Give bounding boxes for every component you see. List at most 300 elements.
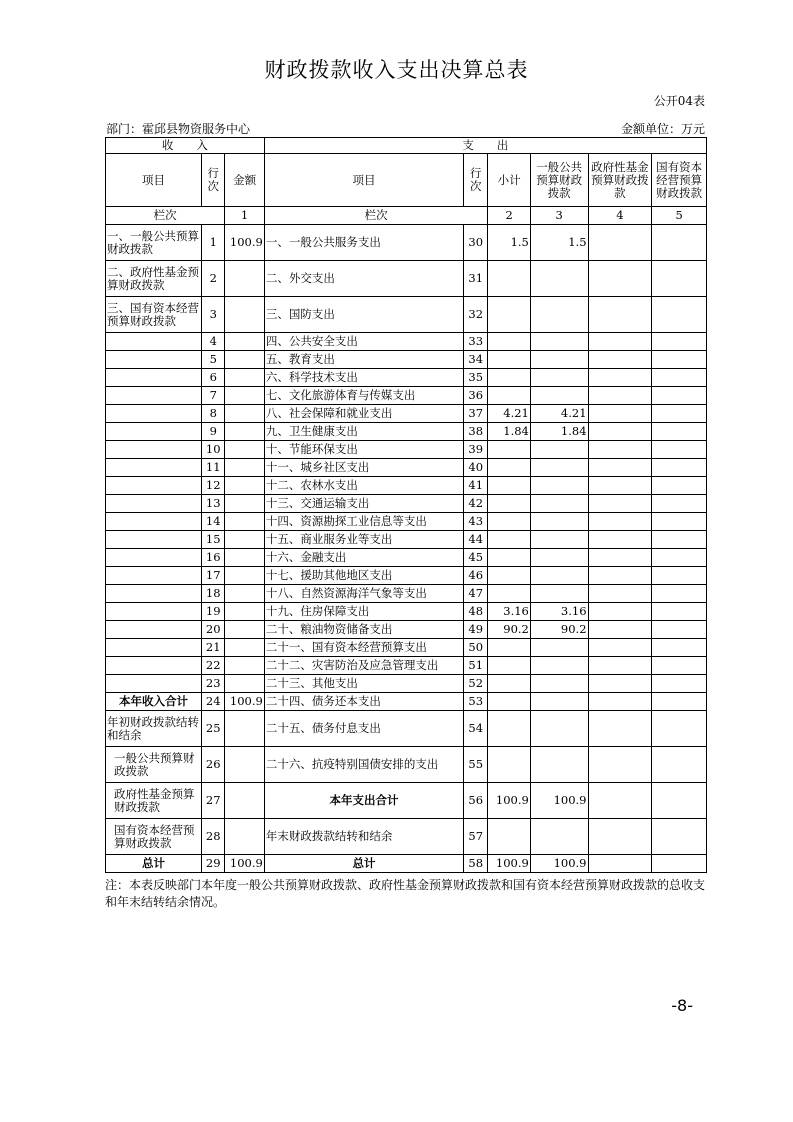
subtotal-cell (488, 441, 530, 459)
table-row (106, 351, 707, 369)
page-title: 财政拨款收入支出决算总表 (264, 58, 529, 82)
income-amount-cell (225, 783, 264, 819)
table-row (106, 423, 707, 441)
table-row (106, 639, 707, 657)
table-row (106, 585, 707, 603)
gov-fund-cell (588, 225, 652, 261)
gov-fund-cell (588, 297, 652, 333)
expense-item-cell: 八、社会保障和就业支出 (264, 405, 463, 423)
income-item-cell: 政府性基金预算财政拨款 (106, 783, 202, 819)
expense-item-cell: 十八、自然资源海洋气象等支出 (264, 585, 463, 603)
expense-item-header: 项目 (264, 154, 463, 207)
soe-budget-cell (652, 477, 707, 495)
expense-row-no-cell: 46 (464, 567, 488, 585)
expense-row-no-cell: 41 (464, 477, 488, 495)
income-amount-cell (225, 531, 264, 549)
income-amount-cell (225, 297, 264, 333)
expense-row-no-cell: 36 (464, 387, 488, 405)
income-amount-cell (225, 603, 264, 621)
expense-item-cell: 十二、农林水支出 (264, 477, 463, 495)
income-item-cell (106, 531, 202, 549)
expense-item-cell: 二十二、灾害防治及应急管理支出 (264, 657, 463, 675)
general-budget-cell (530, 297, 588, 333)
soe-budget-cell (652, 711, 707, 747)
income-item-cell (106, 603, 202, 621)
income-item-cell: 三、国有资本经营预算财政拨款 (106, 297, 202, 333)
expense-row-no-cell: 31 (464, 261, 488, 297)
expense-item-cell: 二十六、抗疫特别国债安排的支出 (264, 747, 463, 783)
general-budget-cell (530, 459, 588, 477)
income-amount-cell (225, 351, 264, 369)
general-budget-cell: 1.5 (530, 225, 588, 261)
subtotal-cell (488, 747, 530, 783)
soe-budget-cell (652, 387, 707, 405)
income-amount-cell (225, 495, 264, 513)
col-index-5: 5 (652, 207, 707, 225)
soe-budget-cell (652, 351, 707, 369)
income-item-cell (106, 477, 202, 495)
table-row (106, 261, 707, 297)
expense-item-cell: 二、外交支出 (264, 261, 463, 297)
income-item-cell (106, 639, 202, 657)
income-row-no-cell: 9 (202, 423, 225, 441)
income-row-no-cell: 8 (202, 405, 225, 423)
table-row (106, 819, 707, 855)
soe-budget-cell (652, 333, 707, 351)
gov-fund-cell (588, 351, 652, 369)
table-row (106, 675, 707, 693)
table-row (106, 621, 707, 639)
general-budget-cell (530, 495, 588, 513)
general-budget-cell (530, 441, 588, 459)
soe-budget-cell (652, 693, 707, 711)
income-item-cell (106, 657, 202, 675)
general-budget-cell: 100.9 (530, 783, 588, 819)
income-amount-cell (225, 549, 264, 567)
income-item-cell (106, 513, 202, 531)
income-row-no-cell: 3 (202, 297, 225, 333)
subtotal-header: 小计 (488, 154, 530, 207)
general-budget-cell (530, 567, 588, 585)
gov-fund-cell (588, 711, 652, 747)
gov-fund-cell (588, 639, 652, 657)
header-row-sections (106, 138, 707, 154)
subtotal-cell (488, 693, 530, 711)
expense-item-cell: 九、卫生健康支出 (264, 423, 463, 441)
expense-row-no-cell: 38 (464, 423, 488, 441)
gov-fund-cell (588, 333, 652, 351)
soe-budget-header: 国有资本经营预算财政拨款 (652, 154, 707, 207)
gov-fund-cell (588, 531, 652, 549)
income-row-no-cell: 27 (202, 783, 225, 819)
income-item-header: 项目 (106, 154, 202, 207)
table-row (106, 477, 707, 495)
expense-item-cell: 四、公共安全支出 (264, 333, 463, 351)
income-amount-cell (225, 639, 264, 657)
table-row (106, 693, 707, 711)
general-budget-cell (530, 657, 588, 675)
subtotal-cell (488, 369, 530, 387)
income-amount-cell (225, 405, 264, 423)
gov-fund-cell (588, 513, 652, 531)
col-label-right: 栏次 (264, 207, 488, 225)
income-row-no-cell: 25 (202, 711, 225, 747)
income-item-cell: 二、政府性基金预算财政拨款 (106, 261, 202, 297)
income-item-cell: 国有资本经营预算财政拨款 (106, 819, 202, 855)
soe-budget-cell (652, 747, 707, 783)
subtotal-cell: 100.9 (488, 783, 530, 819)
expense-item-cell: 十九、住房保障支出 (264, 603, 463, 621)
gov-fund-cell (588, 747, 652, 783)
expense-item-cell: 十三、交通运输支出 (264, 495, 463, 513)
expense-row-no-cell: 37 (464, 405, 488, 423)
gov-fund-cell (588, 477, 652, 495)
gov-fund-cell (588, 405, 652, 423)
expense-item-cell: 十六、金融支出 (264, 549, 463, 567)
income-amount-cell (225, 513, 264, 531)
budget-table (105, 137, 707, 873)
expense-item-cell: 五、教育支出 (264, 351, 463, 369)
expense-row-no-cell: 32 (464, 297, 488, 333)
gov-fund-cell (588, 549, 652, 567)
expense-row-no-cell: 45 (464, 549, 488, 567)
soe-budget-cell (652, 675, 707, 693)
income-row-no-cell: 6 (202, 369, 225, 387)
general-budget-cell (530, 261, 588, 297)
table-row (106, 549, 707, 567)
income-row-no-cell: 24 (202, 693, 225, 711)
col-label-left: 栏次 (106, 207, 225, 225)
general-budget-cell (530, 585, 588, 603)
income-item-cell (106, 423, 202, 441)
expense-item-cell: 二十四、债务还本支出 (264, 693, 463, 711)
income-row-no-cell: 28 (202, 819, 225, 855)
col-index-4: 4 (588, 207, 652, 225)
income-amount-cell (225, 369, 264, 387)
expense-row-no-cell: 49 (464, 621, 488, 639)
income-item-cell (106, 369, 202, 387)
gov-fund-cell (588, 441, 652, 459)
income-row-no-cell: 15 (202, 531, 225, 549)
income-item-cell (106, 549, 202, 567)
income-amount-cell (225, 387, 264, 405)
income-amount-cell: 100.9 (225, 855, 264, 873)
income-item-cell (106, 495, 202, 513)
soe-budget-cell (652, 423, 707, 441)
income-row-no-cell: 26 (202, 747, 225, 783)
soe-budget-cell (652, 855, 707, 873)
soe-budget-cell (652, 783, 707, 819)
soe-budget-cell (652, 657, 707, 675)
gov-fund-cell (588, 819, 652, 855)
subtotal-cell (488, 513, 530, 531)
income-row-no-cell: 12 (202, 477, 225, 495)
general-budget-cell (530, 819, 588, 855)
expense-row-no-cell: 42 (464, 495, 488, 513)
subtotal-cell (488, 495, 530, 513)
income-item-cell (106, 567, 202, 585)
income-row-no-cell: 10 (202, 441, 225, 459)
page-number: -8- (671, 996, 693, 1015)
table-row (106, 603, 707, 621)
subtotal-cell: 4.21 (488, 405, 530, 423)
expense-row-no-cell: 54 (464, 711, 488, 747)
income-row-no-cell: 29 (202, 855, 225, 873)
gov-fund-cell (588, 459, 652, 477)
income-row-no-cell: 19 (202, 603, 225, 621)
soe-budget-cell (652, 297, 707, 333)
income-row-no-cell: 14 (202, 513, 225, 531)
expense-item-cell: 年末财政拨款结转和结余 (264, 819, 463, 855)
column-index-row (106, 207, 707, 225)
table-row (106, 513, 707, 531)
income-amount-cell (225, 261, 264, 297)
soe-budget-cell (652, 459, 707, 477)
expense-row-no-cell: 57 (464, 819, 488, 855)
income-row-no-cell: 4 (202, 333, 225, 351)
general-budget-cell (530, 549, 588, 567)
general-budget-cell (530, 693, 588, 711)
income-item-cell (106, 441, 202, 459)
income-amount-cell (225, 567, 264, 585)
income-row-no-cell: 5 (202, 351, 225, 369)
table-row (106, 441, 707, 459)
soe-budget-cell (652, 603, 707, 621)
income-row-no-cell: 21 (202, 639, 225, 657)
income-row-no-cell: 17 (202, 567, 225, 585)
gov-fund-cell (588, 495, 652, 513)
income-row-no-cell: 13 (202, 495, 225, 513)
soe-budget-cell (652, 495, 707, 513)
gov-fund-cell (588, 585, 652, 603)
expense-item-cell: 三、国防支出 (264, 297, 463, 333)
table-row (106, 495, 707, 513)
col-index-1: 1 (225, 207, 264, 225)
income-row-no-cell: 1 (202, 225, 225, 261)
general-budget-cell (530, 369, 588, 387)
income-item-cell: 一、一般公共预算财政拨款 (106, 225, 202, 261)
gov-fund-cell (588, 657, 652, 675)
income-amount-cell (225, 819, 264, 855)
income-row-no-cell: 11 (202, 459, 225, 477)
subtotal-cell (488, 297, 530, 333)
general-budget-cell (530, 477, 588, 495)
col-index-3: 3 (530, 207, 588, 225)
gov-fund-cell (588, 783, 652, 819)
income-row-no-cell: 23 (202, 675, 225, 693)
expense-row-no-cell: 43 (464, 513, 488, 531)
general-budget-cell: 90.2 (530, 621, 588, 639)
income-amount-cell (225, 657, 264, 675)
expense-row-no-cell: 58 (464, 855, 488, 873)
income-amount-cell: 100.9 (225, 693, 264, 711)
expense-row-no-cell: 55 (464, 747, 488, 783)
gov-fund-cell (588, 693, 652, 711)
subtotal-cell (488, 459, 530, 477)
income-amount-cell (225, 477, 264, 495)
income-row-no-cell: 22 (202, 657, 225, 675)
subtotal-cell: 90.2 (488, 621, 530, 639)
expense-row-no-cell: 39 (464, 441, 488, 459)
table-row (106, 225, 707, 261)
income-amount-cell (225, 747, 264, 783)
col-index-2: 2 (488, 207, 530, 225)
expense-row-no-cell: 30 (464, 225, 488, 261)
soe-budget-cell (652, 261, 707, 297)
department-label: 部门：霍邱县物资服务中心 (106, 122, 251, 136)
soe-budget-cell (652, 369, 707, 387)
general-budget-header: 一般公共预算财政拨款 (530, 154, 588, 207)
income-amount-header: 金额 (225, 154, 264, 207)
expense-item-cell: 一、一般公共服务支出 (264, 225, 463, 261)
expense-item-cell: 十、节能环保支出 (264, 441, 463, 459)
income-row-no-cell: 16 (202, 549, 225, 567)
income-header: 收 入 (106, 138, 265, 154)
general-budget-cell (530, 387, 588, 405)
general-budget-cell: 4.21 (530, 405, 588, 423)
expense-item-cell: 本年支出合计 (264, 783, 463, 819)
soe-budget-cell (652, 225, 707, 261)
income-amount-cell (225, 585, 264, 603)
income-row-no-cell: 20 (202, 621, 225, 639)
expense-row-no-cell: 56 (464, 783, 488, 819)
income-item-cell (106, 387, 202, 405)
subtotal-cell (488, 333, 530, 351)
gov-fund-cell (588, 621, 652, 639)
header-row-columns (106, 154, 707, 207)
table-row (106, 405, 707, 423)
general-budget-cell: 100.9 (530, 855, 588, 873)
expense-item-cell: 七、文化旅游体育与传媒支出 (264, 387, 463, 405)
gov-fund-cell (588, 567, 652, 585)
unit-label: 金额单位：万元 (620, 122, 705, 136)
table-row (106, 297, 707, 333)
soe-budget-cell (652, 819, 707, 855)
general-budget-cell (530, 675, 588, 693)
income-amount-cell (225, 423, 264, 441)
gov-fund-cell (588, 387, 652, 405)
expense-item-cell: 二十、粮油物资储备支出 (264, 621, 463, 639)
expense-row-no-cell: 34 (464, 351, 488, 369)
income-item-cell: 年初财政拨款结转和结余 (106, 711, 202, 747)
gov-fund-cell (588, 261, 652, 297)
income-item-cell: 本年收入合计 (106, 693, 202, 711)
form-number: 公开04表 (653, 94, 705, 108)
income-item-cell (106, 675, 202, 693)
general-budget-cell (530, 351, 588, 369)
subtotal-cell: 1.84 (488, 423, 530, 441)
income-item-cell (106, 351, 202, 369)
subtotal-cell (488, 477, 530, 495)
general-budget-cell: 1.84 (530, 423, 588, 441)
table-row (106, 855, 707, 873)
subtotal-cell (488, 675, 530, 693)
soe-budget-cell (652, 531, 707, 549)
table-row (106, 459, 707, 477)
expense-row-no-cell: 47 (464, 585, 488, 603)
expense-item-cell: 二十三、其他支出 (264, 675, 463, 693)
income-row-no-cell: 7 (202, 387, 225, 405)
subtotal-cell (488, 261, 530, 297)
income-amount-cell (225, 621, 264, 639)
subtotal-cell: 3.16 (488, 603, 530, 621)
income-amount-cell: 100.9 (225, 225, 264, 261)
soe-budget-cell (652, 567, 707, 585)
expense-row-no-cell: 53 (464, 693, 488, 711)
table-row (106, 747, 707, 783)
subtotal-cell (488, 567, 530, 585)
income-item-cell (106, 621, 202, 639)
expense-item-cell: 六、科学技术支出 (264, 369, 463, 387)
table-note: 注：本表反映部门本年度一般公共预算财政拨款、政府性基金预算财政拨款和国有资本经营预算财政拨款的总收支和年末结转结余情况。 (105, 878, 706, 909)
table-row (106, 711, 707, 747)
subtotal-cell (488, 387, 530, 405)
soe-budget-cell (652, 513, 707, 531)
table-row (106, 657, 707, 675)
subtotal-cell: 1.5 (488, 225, 530, 261)
table-row (106, 531, 707, 549)
income-amount-cell (225, 333, 264, 351)
expense-row-no-cell: 33 (464, 333, 488, 351)
income-item-cell (106, 333, 202, 351)
expense-item-cell: 十四、资源勘探工业信息等支出 (264, 513, 463, 531)
income-item-cell: 总计 (106, 855, 202, 873)
table-row (106, 333, 707, 351)
subtotal-cell (488, 531, 530, 549)
gov-fund-cell (588, 675, 652, 693)
income-row-no-header: 行次 (202, 154, 225, 207)
general-budget-cell (530, 513, 588, 531)
income-row-no-cell: 2 (202, 261, 225, 297)
income-amount-cell (225, 711, 264, 747)
income-amount-cell (225, 441, 264, 459)
table-row (106, 783, 707, 819)
gov-fund-cell (588, 369, 652, 387)
soe-budget-cell (652, 549, 707, 567)
soe-budget-cell (652, 441, 707, 459)
general-budget-cell (530, 531, 588, 549)
income-item-cell (106, 585, 202, 603)
income-amount-cell (225, 675, 264, 693)
table-row (106, 567, 707, 585)
income-item-cell (106, 459, 202, 477)
soe-budget-cell (652, 621, 707, 639)
expense-row-no-cell: 44 (464, 531, 488, 549)
expense-header: 支 出 (264, 138, 706, 154)
expense-row-no-cell: 52 (464, 675, 488, 693)
expense-row-no-header: 行次 (464, 154, 488, 207)
expense-row-no-cell: 48 (464, 603, 488, 621)
general-budget-cell (530, 747, 588, 783)
income-row-no-cell: 18 (202, 585, 225, 603)
expense-row-no-cell: 51 (464, 657, 488, 675)
soe-budget-cell (652, 405, 707, 423)
income-item-cell (106, 405, 202, 423)
expense-item-cell: 总计 (264, 855, 463, 873)
subtotal-cell (488, 351, 530, 369)
subtotal-cell (488, 711, 530, 747)
subtotal-cell (488, 639, 530, 657)
expense-item-cell: 十七、援助其他地区支出 (264, 567, 463, 585)
subtotal-cell (488, 585, 530, 603)
soe-budget-cell (652, 639, 707, 657)
expense-row-no-cell: 35 (464, 369, 488, 387)
subtotal-cell: 100.9 (488, 855, 530, 873)
general-budget-cell (530, 639, 588, 657)
general-budget-cell: 3.16 (530, 603, 588, 621)
subtotal-cell (488, 819, 530, 855)
table-row (106, 387, 707, 405)
